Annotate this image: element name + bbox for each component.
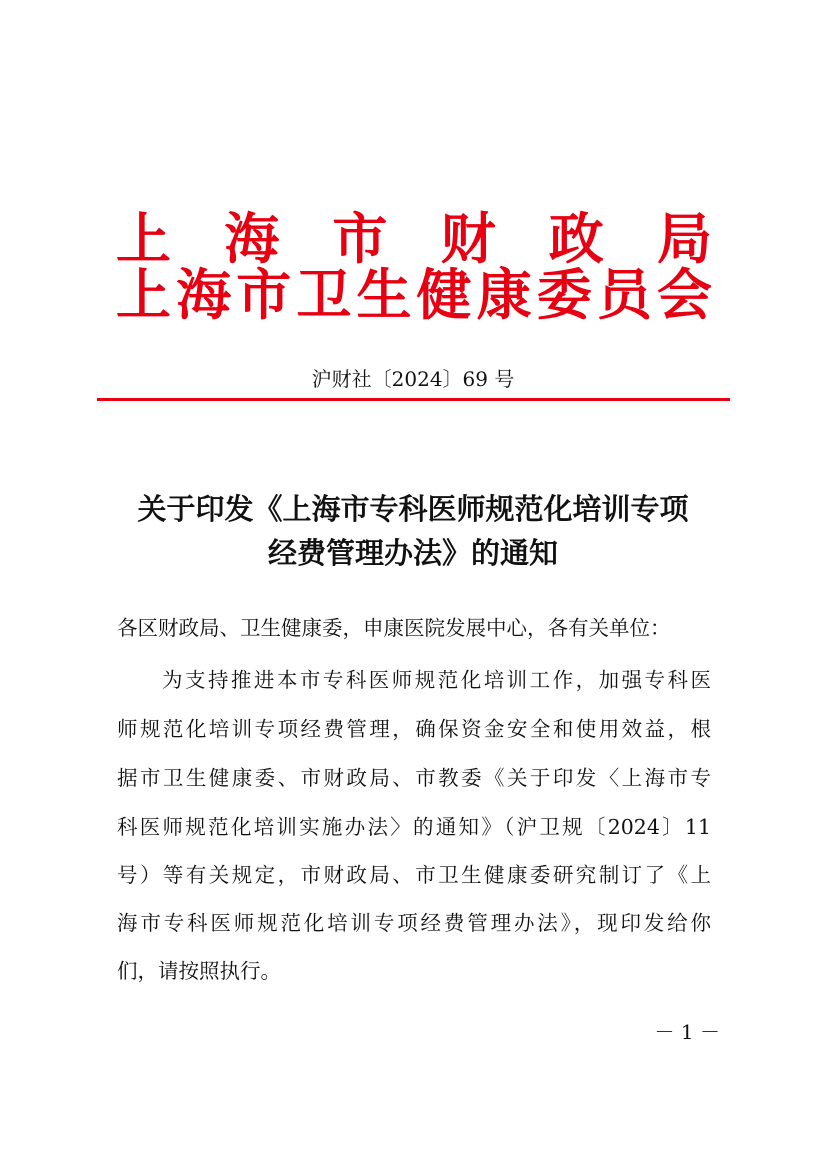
- issuer-char: 海: [224, 206, 280, 271]
- page-number: － 1 －: [654, 1020, 720, 1044]
- issuer-char: 财: [440, 206, 496, 271]
- issuer-char: 员: [596, 262, 652, 327]
- body-line: 师规范化培训专项经费管理，确保资金安全和使用效益，根: [117, 717, 711, 741]
- issuer-char: 卫: [296, 262, 352, 327]
- issuer-health-commission: [116, 264, 712, 326]
- issuer-char: 市: [332, 206, 388, 271]
- document-number: 沪财社〔2024〕69 号: [311, 367, 515, 391]
- issuer-char: 健: [416, 262, 472, 327]
- issuer-char: 市: [236, 262, 292, 327]
- issuer-char: 康: [476, 262, 532, 327]
- issuer-char: 上: [116, 206, 172, 271]
- issuer-char: 上: [116, 262, 172, 327]
- issuer-char: 生: [356, 262, 412, 327]
- body-line: 海市专科医师规范化培训专项经费管理办法》，现印发给你: [117, 911, 711, 935]
- body-line: 科医师规范化培训实施办法〉的通知》（沪卫规〔2024〕11: [117, 815, 711, 839]
- issuer-finance-bureau: [116, 208, 712, 270]
- salutation: 各区财政局、卫生健康委，申康医院发展中心，各有关单位：: [117, 616, 671, 640]
- issuer-char: 海: [176, 262, 232, 327]
- issuer-char: 政: [548, 206, 604, 271]
- document-title-line-1: 关于印发《上海市专科医师规范化培训专项: [137, 492, 689, 526]
- body-line: 号）等有关规定，市财政局、市卫生健康委研究制订了《上: [117, 863, 711, 887]
- body-line: 据市卫生健康委、市财政局、市教委《关于印发〈上海市专: [117, 766, 711, 790]
- body-line: 们，请按照执行。: [117, 959, 281, 983]
- red-separator-line: [97, 398, 730, 401]
- issuer-char: 委: [536, 262, 592, 327]
- document-title-line-2: 经费管理办法》的通知: [267, 536, 558, 570]
- body-line: 为支持推进本市专科医师规范化培训工作，加强专科医: [162, 668, 711, 692]
- issuer-char: 会: [656, 262, 712, 327]
- issuer-char: 局: [656, 206, 712, 271]
